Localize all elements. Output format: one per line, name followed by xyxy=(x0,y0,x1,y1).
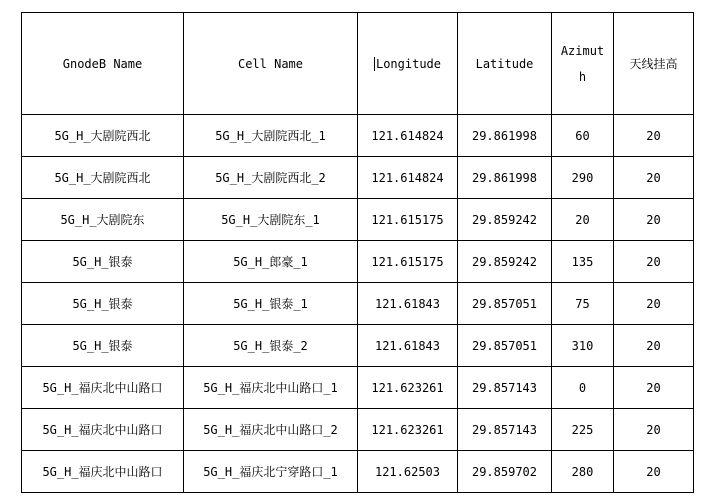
gnodeb-name-cell: 5G_H_福庆北中山路口 xyxy=(22,409,184,451)
latitude-cell: 29.857143 xyxy=(458,367,552,409)
latitude-cell: 29.857051 xyxy=(458,325,552,367)
table-row xyxy=(22,325,694,367)
cell-name-cell: 5G_H_福庆北中山路口_1 xyxy=(184,367,358,409)
table-row xyxy=(22,451,694,493)
longitude-cell: 121.614824 xyxy=(358,115,458,157)
cell-name-cell: 5G_H_福庆北中山路口_2 xyxy=(184,409,358,451)
header-cell-name: Cell Name xyxy=(184,13,358,115)
antenna-height-cell: 20 xyxy=(614,115,694,157)
cell-name-cell: 5G_H_福庆北宁穿路口_1 xyxy=(184,451,358,493)
longitude-cell: 121.623261 xyxy=(358,367,458,409)
header-antenna-height: 天线挂高 xyxy=(614,13,694,115)
latitude-cell: 29.859242 xyxy=(458,199,552,241)
cell-name-cell: 5G_H_大剧院东_1 xyxy=(184,199,358,241)
table-row xyxy=(22,115,694,157)
table-row xyxy=(22,157,694,199)
cell-name-cell: 5G_H_大剧院西北_1 xyxy=(184,115,358,157)
azimuth-cell: 290 xyxy=(552,157,614,199)
table-row xyxy=(22,241,694,283)
longitude-cell: 121.615175 xyxy=(358,241,458,283)
longitude-cell: 121.615175 xyxy=(358,199,458,241)
latitude-cell: 29.859702 xyxy=(458,451,552,493)
azimuth-cell: 20 xyxy=(552,199,614,241)
gnodeb-name-cell: 5G_H_银泰 xyxy=(22,283,184,325)
header-latitude: Latitude xyxy=(458,13,552,115)
gnodeb-name-cell: 5G_H_银泰 xyxy=(22,325,184,367)
azimuth-cell: 280 xyxy=(552,451,614,493)
header-row xyxy=(22,13,694,115)
latitude-cell: 29.861998 xyxy=(458,157,552,199)
longitude-cell: 121.614824 xyxy=(358,157,458,199)
header-azimuth xyxy=(552,13,614,115)
azimuth-cell: 225 xyxy=(552,409,614,451)
table-body xyxy=(22,115,694,493)
antenna-height-cell: 20 xyxy=(614,283,694,325)
antenna-height-cell: 20 xyxy=(614,367,694,409)
table-row xyxy=(22,283,694,325)
longitude-cell: 121.61843 xyxy=(358,325,458,367)
azimuth-cell: 60 xyxy=(552,115,614,157)
table-row xyxy=(22,367,694,409)
antenna-height-cell: 20 xyxy=(614,451,694,493)
cell-parameters-table xyxy=(21,12,694,493)
latitude-cell: 29.859242 xyxy=(458,241,552,283)
table-row xyxy=(22,199,694,241)
latitude-cell: 29.857051 xyxy=(458,283,552,325)
longitude-cell: 121.61843 xyxy=(358,283,458,325)
antenna-height-cell: 20 xyxy=(614,157,694,199)
cell-name-cell: 5G_H_银泰_2 xyxy=(184,325,358,367)
table-row xyxy=(22,409,694,451)
gnodeb-name-cell: 5G_H_银泰 xyxy=(22,241,184,283)
longitude-cell: 121.62503 xyxy=(358,451,458,493)
azimuth-cell: 0 xyxy=(552,367,614,409)
gnodeb-name-cell: 5G_H_大剧院西北 xyxy=(22,115,184,157)
gnodeb-name-cell: 5G_H_大剧院东 xyxy=(22,199,184,241)
header-longitude-label: Longitude xyxy=(375,56,442,71)
cell-name-cell: 5G_H_大剧院西北_2 xyxy=(184,157,358,199)
antenna-height-cell: 20 xyxy=(614,199,694,241)
gnodeb-name-cell: 5G_H_大剧院西北 xyxy=(22,157,184,199)
gnodeb-name-cell: 5G_H_福庆北中山路口 xyxy=(22,367,184,409)
header-gnodeb-name: GnodeB Name xyxy=(22,13,184,115)
cell-name-cell: 5G_H_郎豪_1 xyxy=(184,241,358,283)
latitude-cell: 29.857143 xyxy=(458,409,552,451)
azimuth-cell: 135 xyxy=(552,241,614,283)
table-header xyxy=(22,13,694,115)
azimuth-cell: 75 xyxy=(552,283,614,325)
antenna-height-cell: 20 xyxy=(614,241,694,283)
header-longitude xyxy=(358,13,458,115)
cell-name-cell: 5G_H_银泰_1 xyxy=(184,283,358,325)
antenna-height-cell: 20 xyxy=(614,409,694,451)
header-azimuth-label: Azimuth xyxy=(560,43,605,84)
gnodeb-name-cell: 5G_H_福庆北中山路口 xyxy=(22,451,184,493)
antenna-height-cell: 20 xyxy=(614,325,694,367)
latitude-cell: 29.861998 xyxy=(458,115,552,157)
azimuth-cell: 310 xyxy=(552,325,614,367)
longitude-cell: 121.623261 xyxy=(358,409,458,451)
